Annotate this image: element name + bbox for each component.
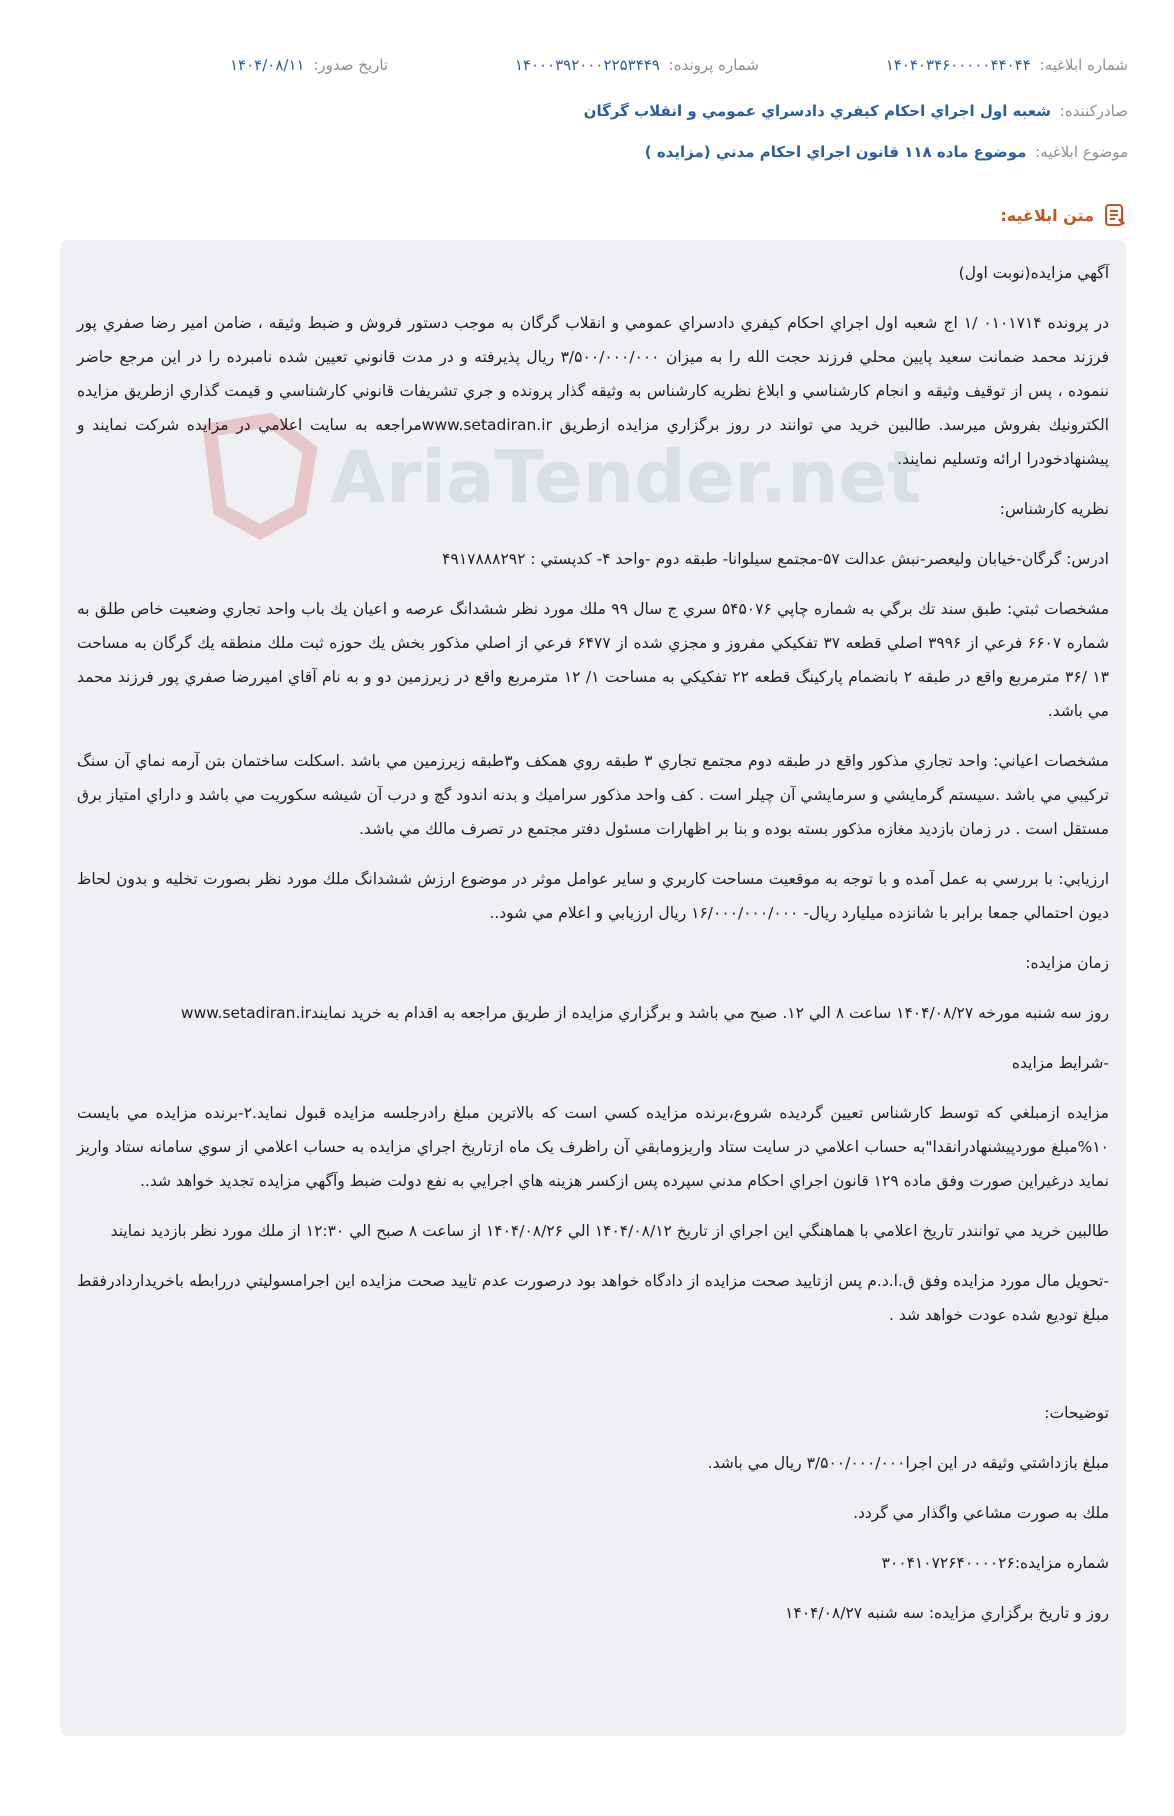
shared-ownership-paragraph: ملك به صورت مشاعي واگذار مي گردد.	[853, 1504, 1109, 1522]
subject-label: موضوع ابلاغیه:	[1035, 143, 1128, 161]
auction-time-paragraph: روز سه شنبه مورخه ۱۴۰۴/۰۸/۲۷ ساعت ۸ الي ۱۲. صبح مي باشد و برگزاري مزايده از طريق مراجعه به اقدام به خريد نمايندwww.setadiran.ir	[180, 1004, 1109, 1022]
case-number-label: شماره پرونده:	[668, 56, 759, 74]
header-meta-row	[230, 56, 1128, 74]
auction-date-paragraph: روز و تاريخ برگزاري مزايده: سه شنبه ۱۴۰۴/۰۸/۲۷	[785, 1604, 1109, 1622]
notice-paragraph-title: آگهي مزايده(نوبت اول)	[958, 264, 1109, 282]
notice-body	[60, 240, 1126, 1630]
subject-value: موضوع ماده ۱۱۸ قانون اجراي احكام مدني (مزايده )	[644, 143, 1027, 161]
issuer-label: صادرکننده:	[1059, 102, 1128, 120]
notice-text-title: متن ابلاغیه:	[1000, 205, 1094, 225]
issue-date-label: تاریخ صدور:	[313, 56, 389, 74]
issuer-row	[584, 102, 1128, 120]
notice-number	[886, 56, 1128, 74]
bail-amount-paragraph: مبلغ بازداشتي وثيقه در اين اجرا۳/۵۰۰/۰۰۰/۰۰۰ ريال مي باشد.	[707, 1454, 1109, 1472]
registration-details-paragraph: مشخصات ثبتي: طبق سند تك برگي به شماره چاپي ۵۴۵۰۷۶ سري ج سال ۹۹ ملك مورد نظر ششدانگ عرصه و اعيان يك باب واحد تجاري وضعيت خاص طلق به شماره ۶۶۰۷ فرعي از ۳۹۹۶ اصلي قطعه ۳۷ تفكيكي مفروز و مجزي شده از ۶۴۷۷ فرعي از اصلي مذكور بخش يك حوزه ثبت ملك منطقه يك گرگان به مساحت ۱۳ /۳۶ مترمربع واقع در طبقه ۲ بانضمام پاركينگ قطعه ۲۲ تفكيكي به مساحت ۱/ ۱۲ مترمربع واقع در زيرزمين دو و به نام آقاي اميررضا صفري پور فرزند محمد مي باشد.	[77, 600, 1110, 720]
visit-paragraph: طالبين خريد مي توانندر تاريخ اعلامي با هماهنگي اين اجراي از تاريخ ۱۴۰۴/۰۸/۱۲ الي ۱۴۰۴/۰۸/۲۶ از ساعت ۸ صبح الي ۱۲:۳۰ از ملك مورد نظر بازديد نمايند	[110, 1222, 1109, 1240]
notice-text-panel	[60, 240, 1126, 1736]
issuer-value: شعبه اول اجراي احكام كيفري دادسراي عمومي و انقلاب گرگان	[583, 102, 1051, 120]
notes-heading: توضيحات:	[1044, 1404, 1109, 1422]
notice-number-value: ۱۴۰۴۰۳۴۶۰۰۰۰۰۴۴۰۴۴	[885, 56, 1031, 74]
notice-text-heading	[1000, 202, 1128, 228]
notice-number-label: شماره ابلاغیه:	[1039, 56, 1128, 74]
case-number	[515, 56, 759, 74]
valuation-paragraph: ارزيابي: با بررسي به عمل آمده و با توجه به موقعيت مساحت كاربري و ساير عوامل موثر در موضوع ارزش ششدانگ ملك مورد نظر بصورت تخليه و بدون لحاظ ديون احتمالي جمعا برابر با شانزده ميليارد ريال- ۱۶/۰۰۰/۰۰۰/۰۰۰ ريال ارزيابي و اعلام مي شود..	[77, 870, 1109, 922]
notice-paragraph: در پرونده ۰۱۰۱۷۱۴ /۱ اج شعبه اول اجراي احكام كيفري دادسراي عمومي و انقلاب گرگان به موجب دستور فروش و ضبط وثيقه ، ضامن امير رضا صفري پور فرزند محمد ضمانت سعيد پايين محلي فرزند حجت الله را به ميزان ۳/۵۰۰/۰۰۰/۰۰۰ ريال پذيرفته و در مدت قانوني تعيين شده نامبرده را در اين مرجع حاضر ننموده ، پس از توقيف وثيقه و انجام كارشناسي و ابلاغ نظريه كارشناس به وثيقه گذار پرونده و جري تشريفات قانوني كارشناسي و قيمت گذاري ازطريق مزايده الكترونيك بفروش ميرسد. طالبين خريد مي توانند در روز برگزاري مزايده ازطريق www.setadiran.irمراجعه به سايت اعلامي در مزايده شركت نمايند و پيشنهادخودرا ارائه وتسليم نمايند.	[77, 314, 1109, 468]
auction-terms-heading: -شرايط مزايده	[1011, 1054, 1109, 1072]
auction-terms-paragraph: مزايده ازمبلغي كه توسط كارشناس تعيين گرديده شروع،برنده مزايده كسي است كه بالاترين مبلغ رادرجلسه مزايده قبول نمايد.۲-برنده مزايده مي بايست ۱۰%مبلغ موردپيشنهادرانقدا"به حساب اعلامي در سايت ستاد واريزومابقي آن راظرف یک ماه ازتاريخ اجراي مزايده به حساب اعلامي از سوي سامانه ستاد واريز نمايد درغيراين صورت وفق ماده ۱۲۹ قانون اجراي احكام مدني سپرده پس ازكسر هزينه هاي اجرايي به نفع دولت ضبط وآگهي مزايده تجديد خواهد شد..	[77, 1104, 1109, 1190]
issue-date-value: ۱۴۰۴/۰۸/۱۱	[230, 56, 305, 74]
auction-time-heading: زمان مزايده:	[1025, 954, 1109, 972]
auction-number-paragraph: شماره مزايده:۳۰۰۴۱۰۷۲۶۴۰۰۰۰۲۶	[881, 1554, 1109, 1572]
case-number-value: ۱۴۰۰۰۳۹۲۰۰۰۲۲۵۳۴۴۹	[514, 56, 660, 74]
subject-row	[645, 143, 1128, 161]
address-paragraph: ادرس: گرگان-خيابان وليعصر-نبش عدالت ۵۷-مجتمع سيلوانا- طبقه دوم -واحد ۴- كدپستي : ۴۹۱۷۸۸۸۲۹۲	[442, 550, 1109, 568]
delivery-paragraph: -تحويل مال مورد مزايده وفق ق.ا.د.م پس ازتاييد صحت مزايده از دادگاه خواهد بود درصورت عدم تاييد صحت مزايده اين اجرامسوليتي دررابطه باخريداردادرفقط مبلغ توديع شده عودت خواهد شد .	[77, 1272, 1109, 1324]
issue-date	[230, 56, 388, 74]
document-text-icon	[1102, 202, 1128, 228]
building-details-paragraph: مشخصات اعياني: واحد تجاري مذكور واقع در طبقه دوم مجتمع تجاري ۳ طبقه روي همكف و۳طبقه زيرزمين مي باشد .اسكلت ساختمان بتن آرمه نماي آن سنگ تركيبي مي باشد .سيستم گرمايشي و سرمايشي آن چيلر است . كف واحد مذكور سراميك و بدنه اندود گچ و درب آن شيشه سكوريت مي باشد و داراي امتياز برق مستقل است . در زمان بازديد مغازه مذكور بسته بوده و بنا بر اظهارات مسئول دفتر مجتمع در تصرف مالك مي باشد.	[77, 752, 1109, 838]
expert-opinion-heading: نظريه كارشناس:	[999, 500, 1109, 518]
watermark-text: AriaTender.net	[330, 435, 922, 519]
